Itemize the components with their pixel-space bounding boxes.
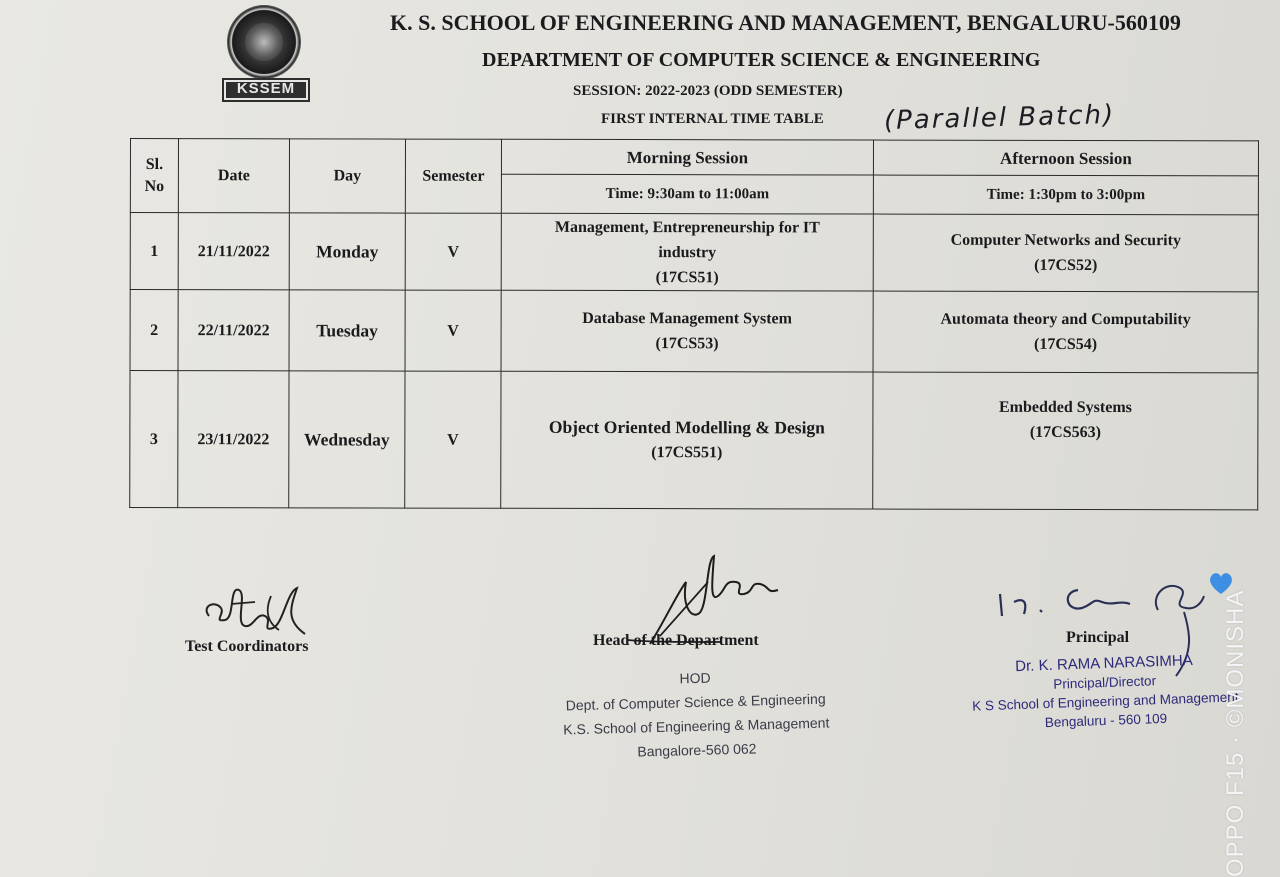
morning-time: Time: 9:30am to 11:00am xyxy=(501,174,873,214)
cell-afternoon-exam xyxy=(873,291,1258,373)
col-header-semester: Semester xyxy=(405,139,501,213)
col-header-afternoon: Afternoon Session xyxy=(873,140,1258,176)
department-title: DEPARTMENT OF COMPUTER SCIENCE & ENGINEERING xyxy=(482,49,1041,71)
principal-label: Principal xyxy=(1066,629,1130,646)
subject-code: (17CS54) xyxy=(1033,335,1098,354)
col-header-day: Day xyxy=(289,139,405,213)
subject-code: (17CS51) xyxy=(655,268,719,286)
cell-date: 23/11/2022 xyxy=(178,371,289,508)
cell-date: 21/11/2022 xyxy=(178,213,289,290)
cell-sl: 2 xyxy=(130,290,178,371)
session-title: SESSION: 2022-2023 (ODD SEMESTER) xyxy=(573,83,843,99)
institution-logo xyxy=(222,6,308,102)
institution-title: K. S. SCHOOL OF ENGINEERING AND MANAGEMENT, BENGALURU-560109 xyxy=(390,10,1181,35)
table-header-row xyxy=(130,139,1258,176)
coordinators-label: Test Coordinators xyxy=(185,638,309,655)
hod-stamp-line2: Dept. of Computer Science & Engineering xyxy=(565,690,826,714)
cell-morning-exam xyxy=(501,371,873,509)
subject-code: (17CS563) xyxy=(1029,423,1101,442)
hod-stamp-line1: HOD xyxy=(679,669,711,687)
hod-label: Head of the Department xyxy=(593,632,759,649)
subject-name: Object Oriented Modelling & Design xyxy=(548,416,825,438)
subject-code: (17CS52) xyxy=(1034,256,1098,275)
camera-watermark: OPPO F15 · ©MONISHA xyxy=(1222,589,1249,877)
subject-code: (17CS551) xyxy=(651,444,723,462)
cell-sl: 3 xyxy=(130,371,178,508)
logo-seal-icon xyxy=(228,6,300,78)
principal-stamp-line4: Bengaluru - 560 109 xyxy=(1044,710,1168,731)
cell-morning-exam xyxy=(501,213,873,291)
cell-day: Monday xyxy=(289,213,405,290)
cell-afternoon-exam xyxy=(873,214,1258,292)
logo-wordmark: KSSEM xyxy=(222,78,310,102)
principal-stamp-line1: Dr. K. RAMA NARASIMHA xyxy=(1014,651,1194,676)
subject-name: Database Management System xyxy=(582,309,793,328)
subject-name: Automata theory and Computability xyxy=(940,310,1191,329)
subject-name: Embedded Systems xyxy=(998,398,1132,417)
afternoon-time: Time: 1:30pm to 3:00pm xyxy=(873,175,1258,215)
coordinator-signature-icon xyxy=(195,576,315,638)
exam-title: FIRST INTERNAL TIME TABLE xyxy=(601,111,824,127)
hod-stamp-line4: Bangalore-560 062 xyxy=(637,740,757,760)
table-row xyxy=(130,371,1258,510)
principal-stamp-line3: K S School of Engineering and Management xyxy=(971,689,1239,714)
cell-day: Wednesday xyxy=(289,371,405,508)
cell-date: 22/11/2022 xyxy=(178,290,289,371)
timetable xyxy=(129,138,1259,510)
hod-stamp xyxy=(555,662,837,765)
cell-afternoon-exam xyxy=(873,372,1258,510)
hod-stamp-line3: K.S. School of Engineering & Management xyxy=(563,714,830,738)
principal-stamp xyxy=(954,649,1256,735)
cell-semester: V xyxy=(405,290,501,371)
table-row xyxy=(130,290,1258,373)
batch-handwritten-note: (Parallel Batch) xyxy=(883,99,1116,137)
cell-sl: 1 xyxy=(130,213,178,290)
principal-stamp-line2: Principal/Director xyxy=(1053,673,1157,692)
cell-semester: V xyxy=(405,213,501,290)
table-row xyxy=(130,213,1258,292)
col-header-date: Date xyxy=(178,139,289,213)
subject-name: Computer Networks and Security xyxy=(950,231,1181,250)
cell-morning-exam xyxy=(501,290,873,372)
cell-day: Tuesday xyxy=(289,290,405,371)
col-header-sl: Sl. No xyxy=(130,139,178,213)
cell-semester: V xyxy=(405,371,501,508)
subject-name: Management, Entrepreneurship for IT industry xyxy=(554,218,820,261)
col-header-morning: Morning Session xyxy=(501,139,873,175)
subject-code: (17CS53) xyxy=(655,335,719,353)
